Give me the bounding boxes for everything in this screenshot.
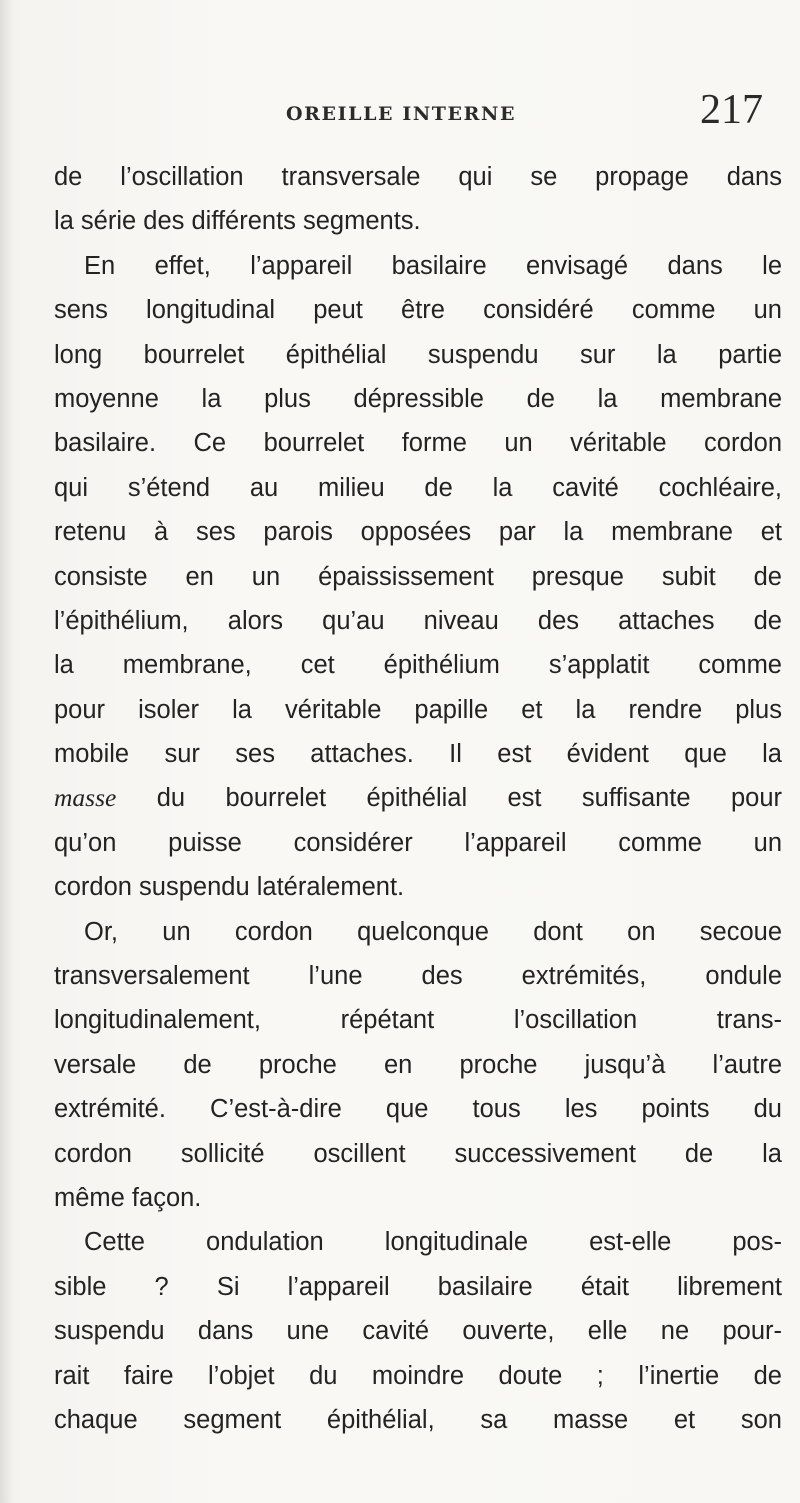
text-line: qu’on puisse considérer l’appareil comme un (54, 828, 782, 857)
text-line: chaque segment épithélial, sa masse et son (54, 1405, 782, 1434)
text-line: long bourrelet épithélial suspendu sur la partie (54, 340, 782, 369)
text-line: sens longitudinal peut être considéré comme un (54, 296, 782, 325)
text-line: Or, un cordon quelconque dont on secoue (84, 917, 782, 946)
text-line: consiste en un épaississement presque subit de (54, 562, 782, 591)
text-line: cordon suspendu latéralement. (54, 873, 405, 902)
text-line: qui s’étend au milieu de la cavité cochléaire, (54, 473, 782, 502)
text-line: pour isoler la véritable papille et la rendre plus (54, 695, 782, 724)
text-line: même façon. (54, 1183, 202, 1212)
text-line: transversalement l’une des extrémités, ondule (54, 962, 782, 991)
text-line: retenu à ses parois opposées par la membrane et (54, 518, 782, 547)
text-line: la membrane, cet épithélium s’applatit comme (54, 651, 782, 680)
body-text (54, 155, 782, 1442)
page-edge-shadow (0, 0, 14, 1503)
text-line: cordon sollicité oscillent successivement de la (54, 1139, 782, 1168)
text-line: basilaire. Ce bourrelet forme un véritable cordon (54, 429, 782, 458)
running-title: OREILLE INTERNE (286, 103, 517, 125)
text-line: mobile sur ses attaches. Il est évident que la (54, 740, 782, 769)
text-line: de l’oscillation transversale qui se propage dans (54, 163, 782, 191)
text-line: Cette ondulation longitudinale est-elle pos- (84, 1228, 782, 1257)
page-number: 217 (700, 87, 763, 133)
text-line: moyenne la plus dépressible de la membrane (54, 384, 782, 413)
text-line: rait faire l’objet du moindre doute ; l’inertie de (54, 1361, 782, 1390)
text-line: suspendu dans une cavité ouverte, elle ne pour- (54, 1317, 782, 1346)
text-line-with-italic (54, 776, 782, 820)
page-header (0, 86, 800, 136)
text-line: sible ? Si l’appareil basilaire était librement (54, 1272, 782, 1301)
text-line: l’épithélium, alors qu’au niveau des attaches de (54, 606, 782, 635)
text-line: la série des différents segments. (54, 207, 421, 236)
italic-word: masse (54, 783, 117, 813)
text-line-rest: du bourrelet épithélial est suffisante pour (156, 784, 782, 813)
text-line: longitudinalement, répétant l’oscillation trans- (54, 1006, 782, 1035)
text-line: En effet, l’appareil basilaire envisagé dans le (84, 251, 782, 280)
text-line: extrémité. C’est-à-dire que tous les points du (54, 1095, 782, 1124)
text-line: versale de proche en proche jusqu’à l’autre (54, 1050, 782, 1079)
